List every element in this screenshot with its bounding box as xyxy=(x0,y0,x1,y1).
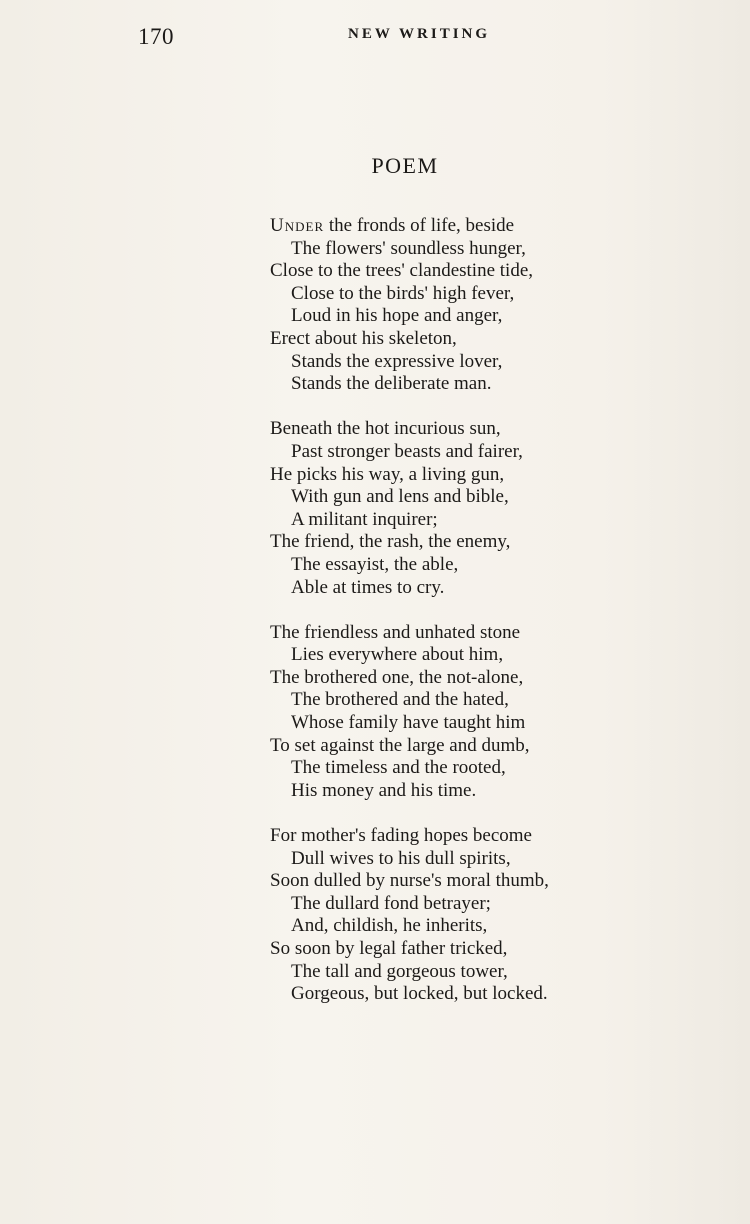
poem-line: The tall and gorgeous tower, xyxy=(291,960,508,982)
poem-line: The brothered and the hated, xyxy=(291,689,509,711)
poem-line: The brothered one, the not-alone, xyxy=(270,666,524,688)
poem-line: The dullard fond betrayer; xyxy=(291,892,491,914)
stanza-4 xyxy=(270,825,690,1006)
poem-line: Close to the trees' clandestine tide, xyxy=(270,260,534,282)
poem-line: To set against the large and dumb, xyxy=(270,734,530,756)
poem-line: Dull wives to his dull spirits, xyxy=(291,847,511,869)
poem-title: POEM xyxy=(371,153,439,178)
poem-line: Lies everywhere about him, xyxy=(291,644,504,666)
poem-line: So soon by legal father tricked, xyxy=(270,938,508,959)
poem-line: For mother's fading hopes become xyxy=(270,825,532,847)
opening-small-caps: Under xyxy=(270,215,325,236)
poem-line: The essayist, the able, xyxy=(291,553,459,575)
poem-line-text: the fronds of life, beside xyxy=(328,215,515,236)
poem-line: Gorgeous, but locked, but locked. xyxy=(291,983,548,1005)
poem-line: The friend, the rash, the enemy, xyxy=(270,531,511,553)
poem-line: Whose family have taught him xyxy=(291,712,526,734)
running-head-title: NEW WRITING xyxy=(348,26,491,42)
running-head xyxy=(0,24,750,54)
stanza-2 xyxy=(270,418,690,599)
poem-line: Stands the deliberate man. xyxy=(291,373,492,395)
poem-line: His money and his time. xyxy=(291,779,477,801)
poem-line: Beneath the hot incurious sun, xyxy=(270,418,501,440)
poem-line: Close to the birds' high fever, xyxy=(291,282,515,304)
poem-line: A militant inquirer; xyxy=(291,508,438,530)
poem-line: With gun and lens and bible, xyxy=(291,486,509,508)
poem-line: Past stronger beasts and fairer, xyxy=(291,440,523,462)
stanza-3 xyxy=(270,622,690,803)
poem-line: Soon dulled by nurse's moral thumb, xyxy=(270,870,549,892)
poem-line: And, childish, he inherits, xyxy=(291,915,488,937)
poem-line: The timeless and the rooted, xyxy=(291,757,506,779)
poem-line: The friendless and unhated stone xyxy=(270,621,521,643)
stanza-1 xyxy=(270,215,690,396)
page-number: 170 xyxy=(138,24,174,49)
poem-line: Able at times to cry. xyxy=(291,576,445,598)
poem-line: Erect about his skeleton, xyxy=(270,327,457,349)
poem-line: Loud in his hope and anger, xyxy=(291,305,503,327)
poem-body xyxy=(270,215,690,1028)
poem-line xyxy=(270,215,690,238)
poem-line: He picks his way, a living gun, xyxy=(270,463,505,485)
poem-line: The flowers' soundless hunger, xyxy=(291,237,526,259)
poem-line: Stands the expressive lover, xyxy=(291,350,503,372)
